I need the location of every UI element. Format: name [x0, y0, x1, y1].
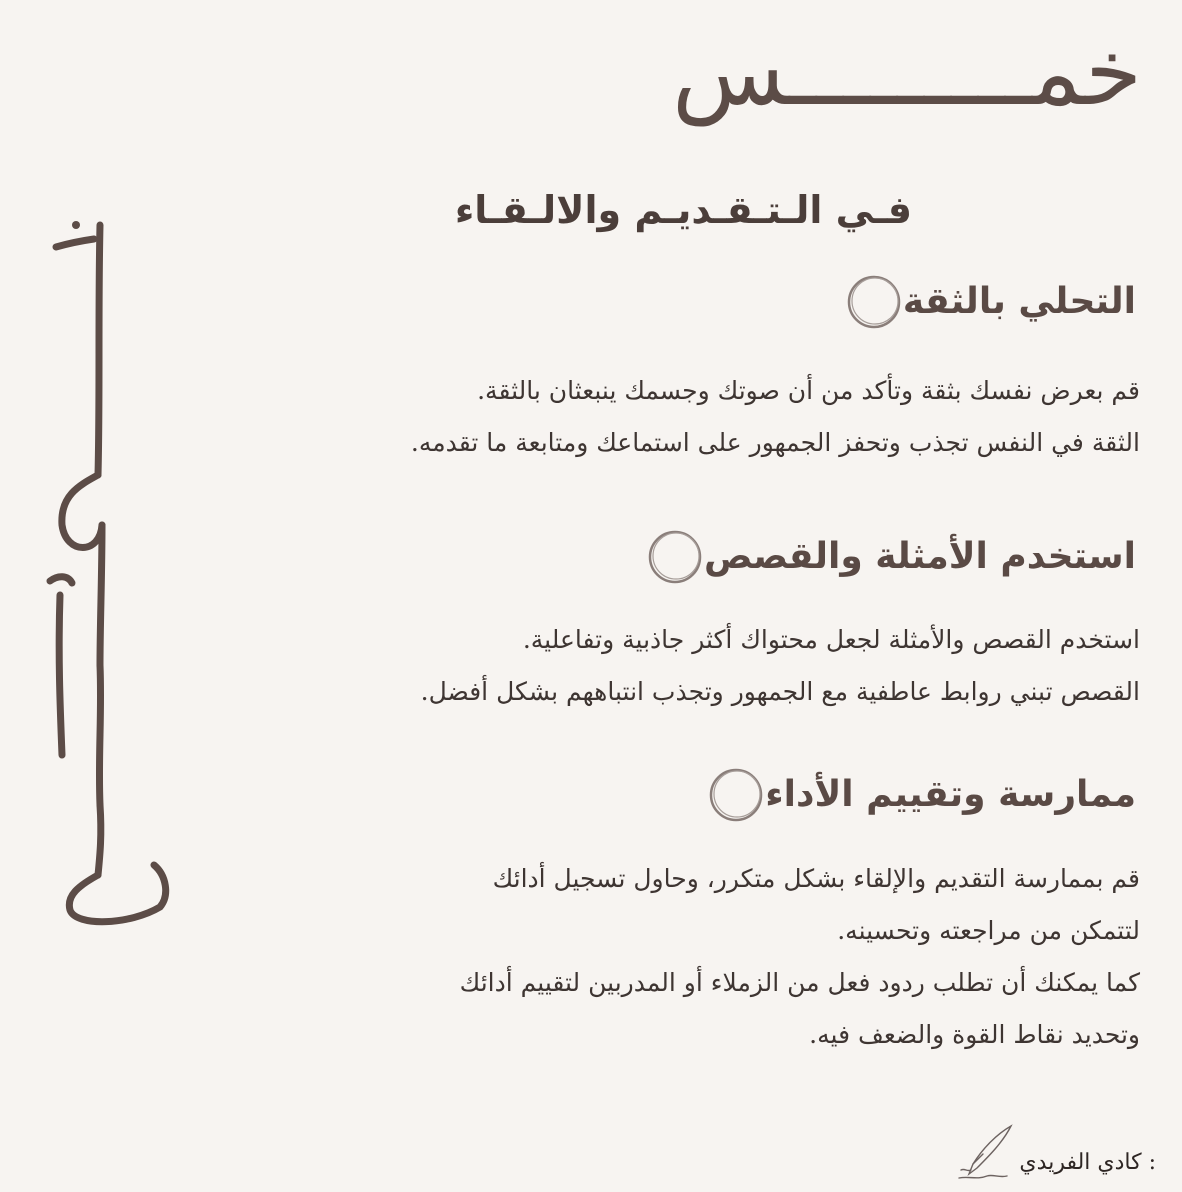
circle-bullet-icon [707, 766, 765, 824]
section-3-title [707, 766, 1142, 824]
section-3-line-2: لتتمكن من مراجعته وتحسينه. [837, 916, 1140, 945]
section-2-line-2: القصص تبني روابط عاطفية مع الجمهور وتجذب انتباههم بشكل أفضل. [420, 677, 1140, 706]
section-3-line-1: قم بممارسة التقديم والإلقاء بشكل متكرر، وحاول تسجيل أدائك [492, 864, 1140, 893]
side-calligraphy-icon [40, 195, 180, 935]
section-2-line-1: استخدم القصص والأمثلة لجعل محتواك أكثر جاذبية وتفاعلية. [522, 625, 1140, 654]
section-1-line-2: الثقة في النفس تجذب وتحفز الجمهور على استماعك ومتابعة ما تقدمه. [410, 428, 1140, 457]
section-1-label: التحلي بالثقة [902, 281, 1136, 322]
page-title: خمـــــــــس [672, 19, 1142, 126]
section-2-label: استخدم الأمثلة والقصص [703, 536, 1136, 577]
section-1-line-1: قم بعرض نفسك بثقة وتأكد من أن صوتك وجسمك ينبعثان بالثقة. [477, 376, 1140, 405]
side-calligraphy-word [40, 195, 180, 935]
signature [953, 1120, 1164, 1186]
section-3-line-3: كما يمكنك أن تطلب ردود فعل من الزملاء أو المدربين لتقييم أدائك [459, 968, 1140, 997]
section-2-title [646, 528, 1142, 586]
section-1-body [140, 365, 1140, 469]
section-3-body [140, 853, 1140, 1061]
quill-pen-icon [953, 1120, 1019, 1186]
section-3-line-4: وتحديد نقاط القوة والضعف فيه. [809, 1020, 1140, 1049]
section-2-body [140, 614, 1140, 718]
signature-text: : كادي الفريدي [1019, 1150, 1156, 1175]
section-3-label: ممارسة وتقييم الأداء [765, 774, 1136, 815]
page-subtitle: فـي الـتـقـديـم والالـقـاء [454, 188, 912, 232]
circle-bullet-icon [646, 528, 704, 586]
circle-bullet-icon [845, 273, 903, 331]
section-1-title [845, 273, 1142, 331]
